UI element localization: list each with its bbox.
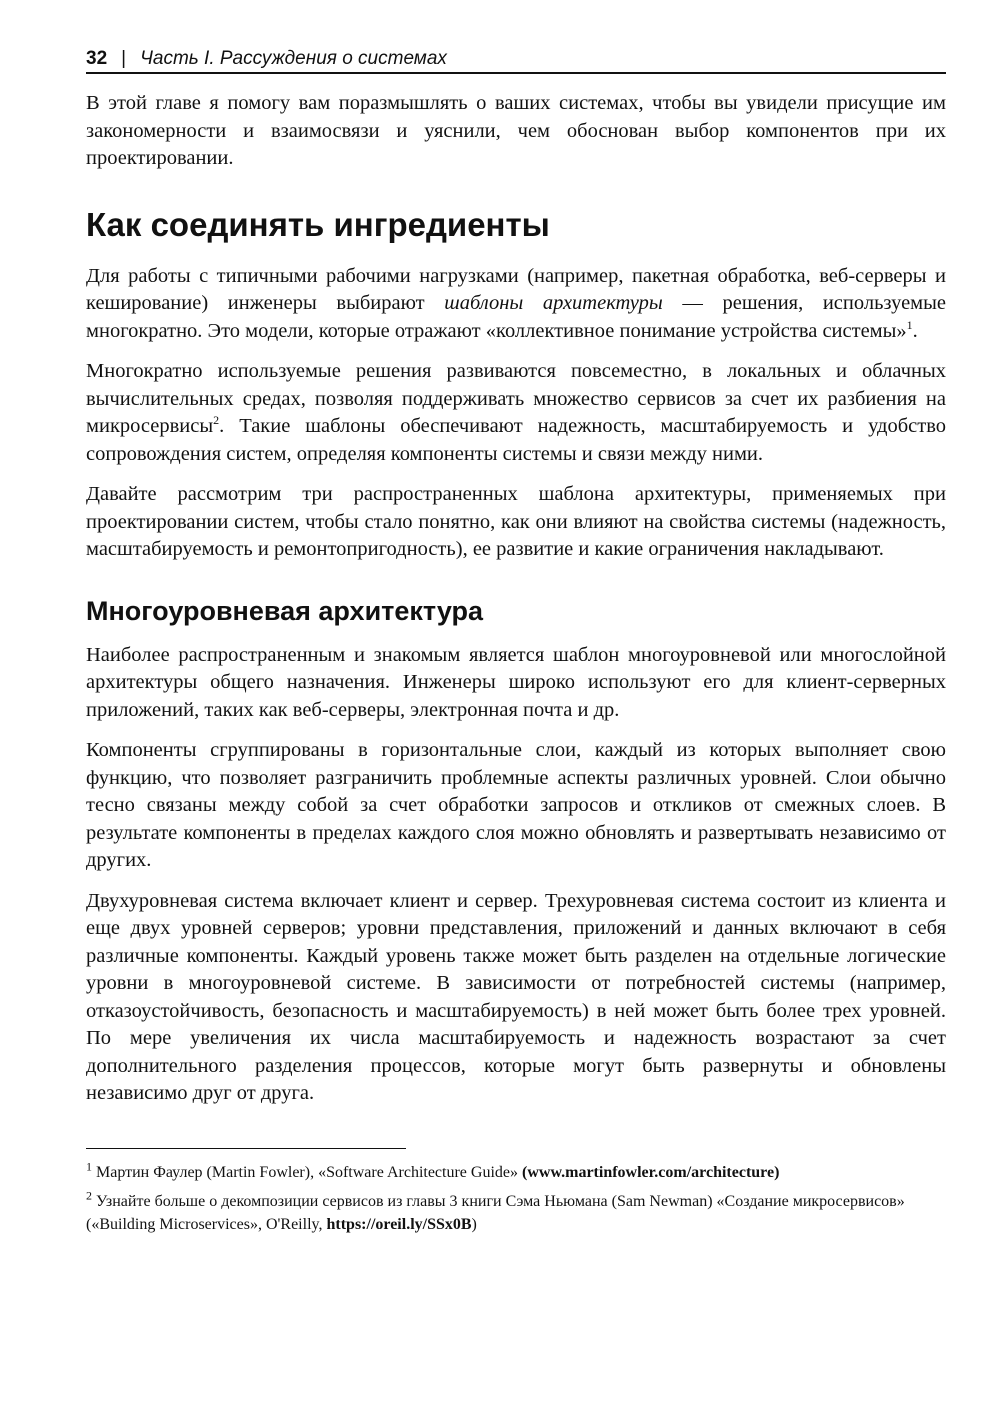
footnote-1-link[interactable]: (www.martinfowler.com/architecture) <box>522 1163 780 1181</box>
section1-paragraph-2: Многократно используемые решения развиваются повсеместно, в локальных и облачных вычислительных средах, позволяя поддерживать множество сервисов за счет их разбиения на микросервисы$^2$. Такие шаблоны обеспечивают надежность, масштабируемость и удобство сопровождения систем, определяя компоненты системы и связи между ними. <box>86 360 946 465</box>
section-heading-ingredients: Как соединять ингредиенты <box>86 205 550 243</box>
section2-paragraph-2: Компоненты сгруппированы в горизонтальные слои, каждый из которых выполняет свою функцию, что позволяет разграничить проблемные аспекты различных уровней. Слои обычно тесно связаны между собой за счет обработки запросов и откликов от смежных слоев. В результате компоненты в пределах каждого слоя можно обновлять и развертывать независимо от других. <box>86 739 946 871</box>
footnote-2: $^2$ Узнайте больше о декомпозиции сервисов из главы 3 книги Сэма Ньюмана (Sam Newman) «Создание микросервисов» («Building Microservices», O'Reilly, https://oreil.ly/SSx0B) <box>86 1188 905 1233</box>
section2-paragraph-1: Наиболее распространенным и знакомым является шаблон многоуровневой или многослойной архитектуры общего назначения. Инженеры широко используют его для клиент-серверных приложений, таких как веб-серверы, электронная почта и др. <box>86 643 946 721</box>
page-content <box>86 90 946 1242</box>
header-separator: | <box>121 48 127 69</box>
page-number: 32 <box>86 48 108 69</box>
footnote-divider <box>86 1148 406 1149</box>
footnote-1: $^1$ Мартин Фаулер (Martin Fowler), «Software Architecture Guide» (www.martinfowler.com/architecture) <box>86 1159 780 1181</box>
section2-paragraph-3: Двухуровневая система включает клиент и сервер. Трехуровневая система состоит из клиента и еще двух уровней серверов; уровни представления, приложений и данных включают в себя различные компоненты. Каждый уровень также может быть разделен на отдельные логические уровни в многоуровневой системе. В зависимости от потребностей системы (например, отказоустойчивость, безопасность и масштабируемость) в ней может быть более трех уровней. По мере увеличения их числа масштабируемость и надежность возрастают за счет дополнительного разделения процессов, которые могут быть развернуты и обновлены независимо друг от друга. <box>86 889 946 1104</box>
running-header <box>86 46 946 74</box>
footnote-ref-2[interactable]: 2 <box>213 413 220 428</box>
part-title: Часть I. Рассуждения о системах <box>140 48 447 69</box>
section-heading-layered-architecture: Многоуровневая архитектура <box>86 595 483 626</box>
section1-paragraph-1: Для работы с типичными рабочими нагрузками (например, пакетная обработка, веб-серверы и кеширование) инженеры выбирают шаблоны архитектуры — решения, используемые многократно. Это модели, которые отражают «коллективное понимание устройства системы»$^1$. <box>86 264 947 342</box>
footnote-ref-1[interactable]: 1 <box>906 317 913 332</box>
emphasis-architecture-patterns: шаблоны архитектуры <box>444 292 663 314</box>
section1-paragraph-3: Давайте рассмотрим три распространенных шаблона архитектуры, применяемых при проектировании систем, чтобы стало понятно, как они влияют на свойства системы (надежность, масштабируемость и ремонтопригодность), ее развитие и какие ограничения накладывают. <box>86 483 946 560</box>
footnote-2-link[interactable]: https://oreil.ly/SSx0B <box>326 1215 472 1233</box>
intro-paragraph: В этой главе я помогу вам поразмышлять о ваших системах, чтобы вы увидели присущие им закономерности и взаимосвязи и уяснили, чем обоснован выбор компонентов при их проектировании. <box>86 92 946 169</box>
